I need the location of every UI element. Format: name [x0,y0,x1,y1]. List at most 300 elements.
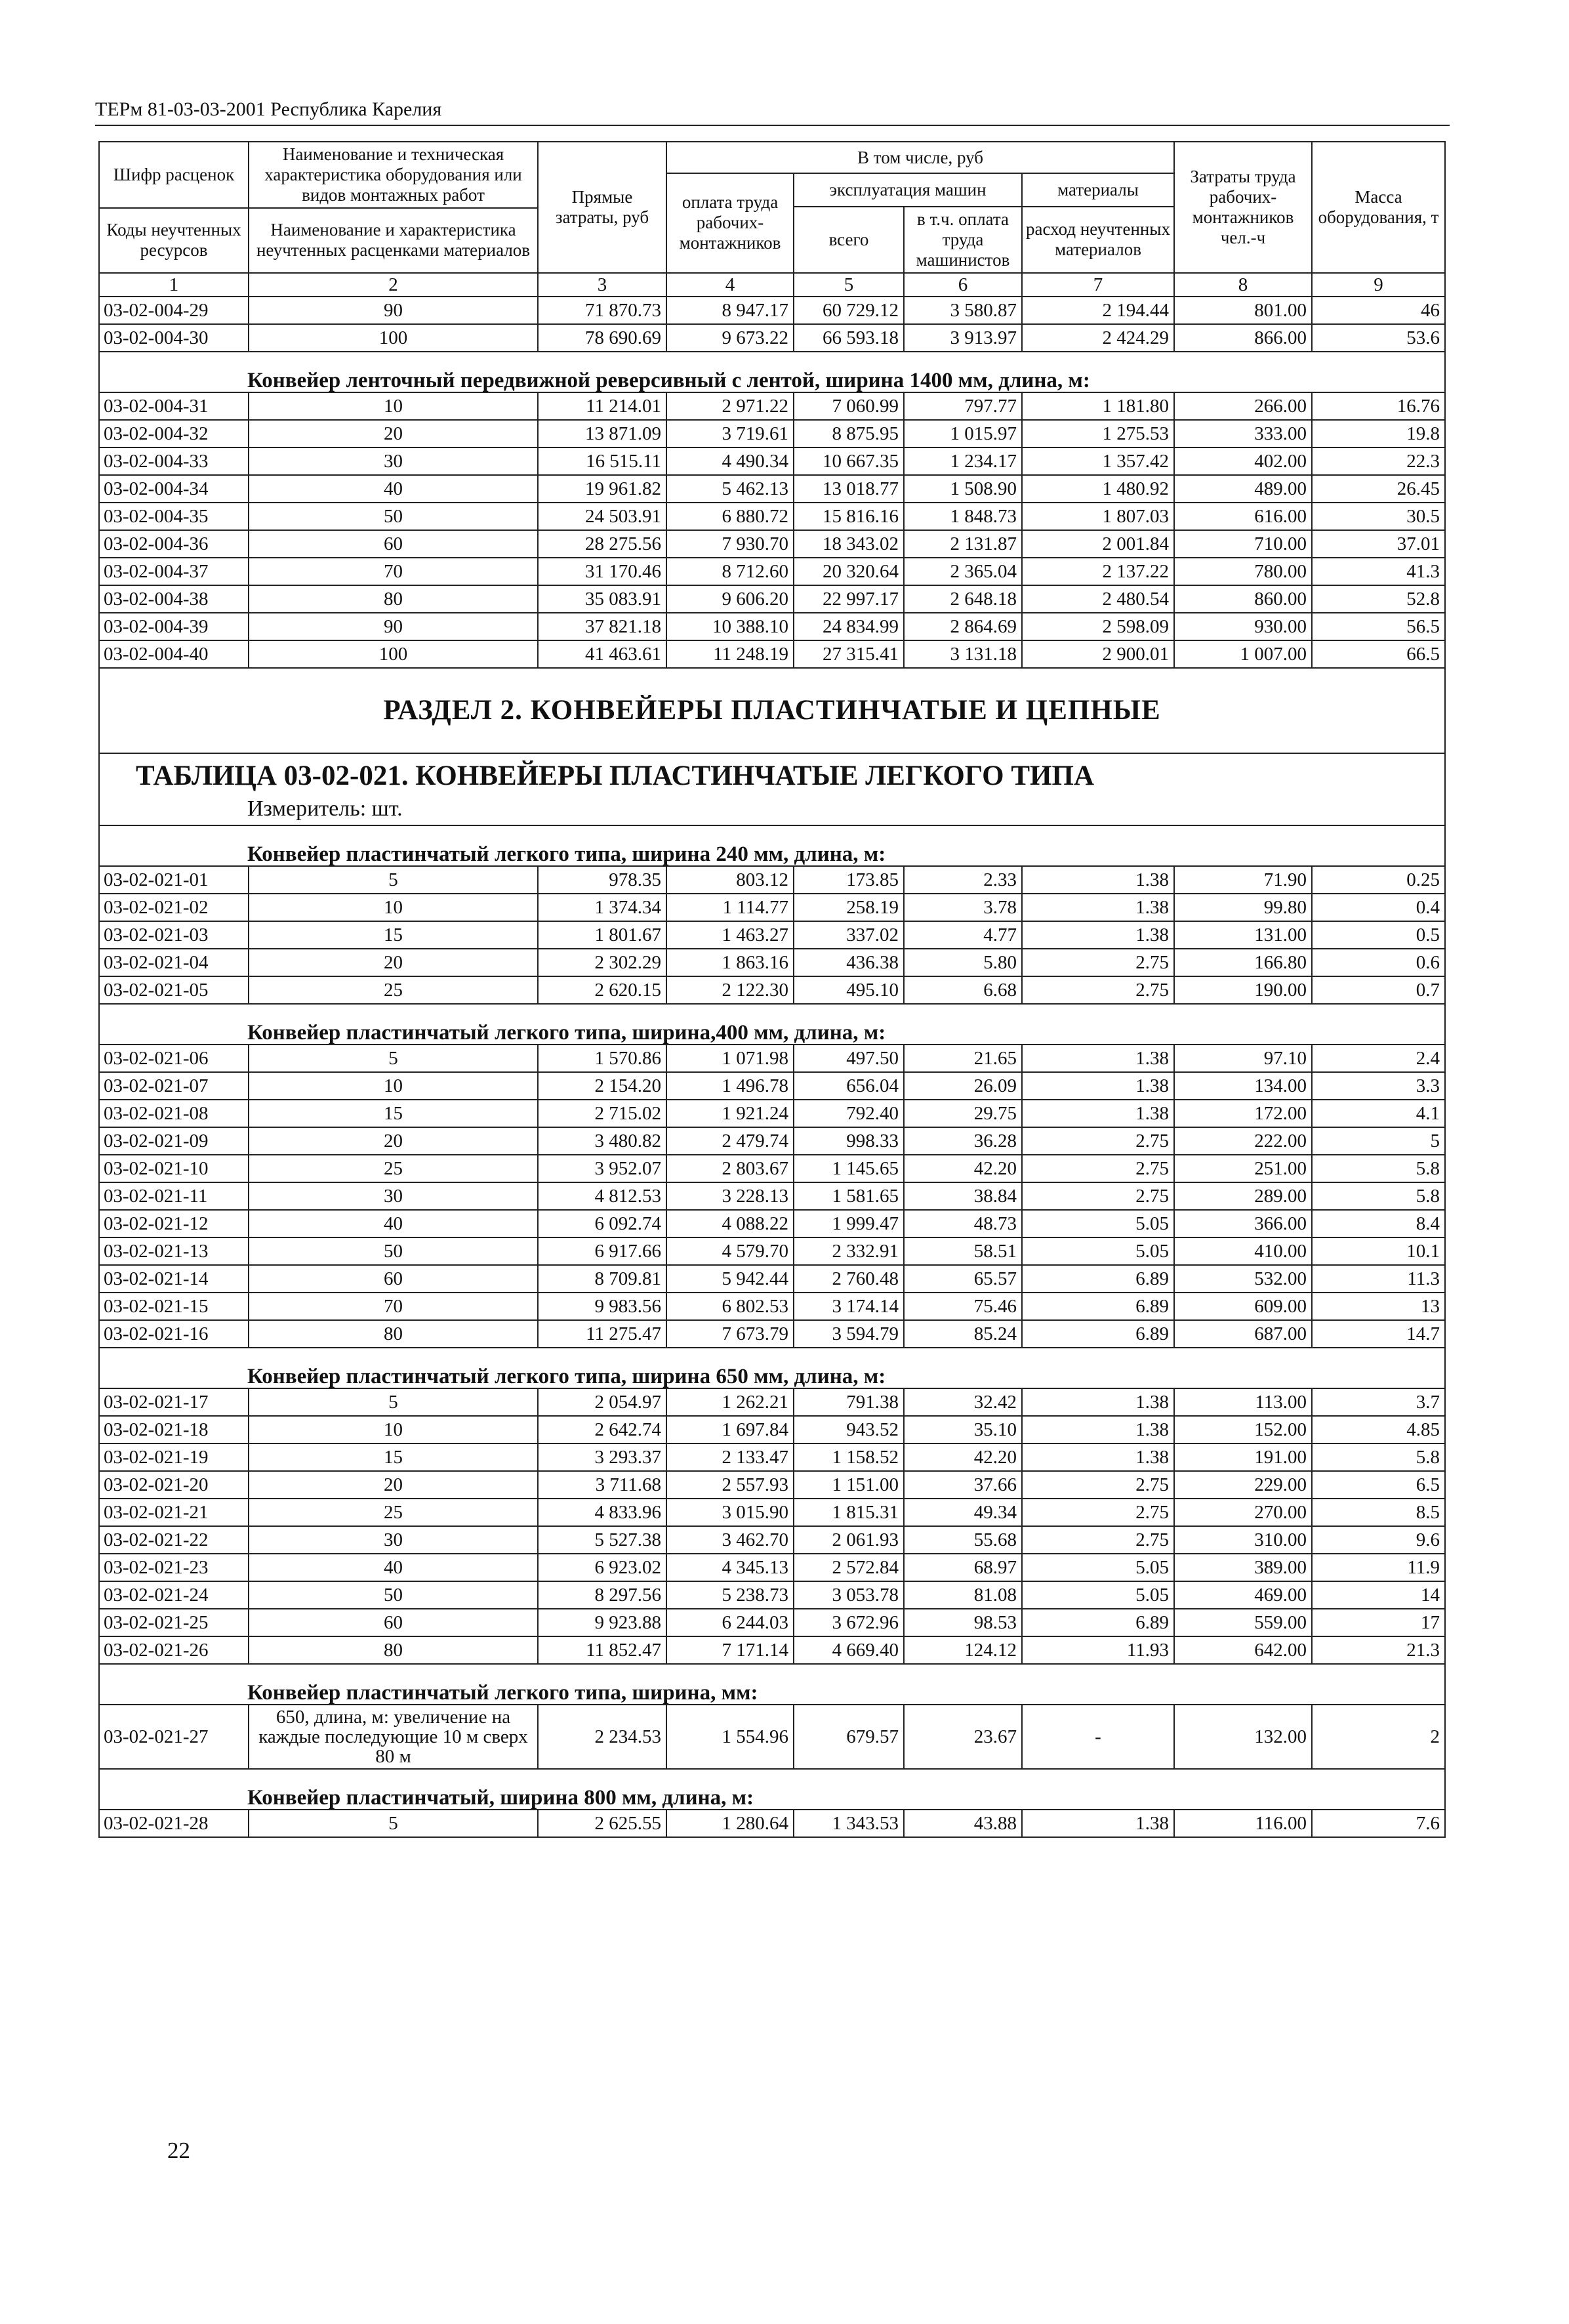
table-row [99,866,1445,894]
rate-value: 75.46 [904,1293,1022,1320]
rate-value: 11 214.01 [538,392,666,420]
rate-value: 7 930.70 [666,530,794,558]
rate-code: 03-02-004-40 [99,640,249,668]
rate-value: 251.00 [1174,1155,1312,1182]
rate-value: 8 297.56 [538,1581,666,1609]
rate-value: 0.5 [1312,921,1445,949]
rate-value: 0.7 [1312,976,1445,1004]
table-row [99,324,1445,352]
rate-value: 5.8 [1312,1443,1445,1471]
rate-value: 2 194.44 [1022,297,1174,324]
rate-value: 2.75 [1022,976,1174,1004]
group-title-row [99,1664,1445,1705]
header-machines-total: всего [794,207,904,273]
rate-value: 1 807.03 [1022,503,1174,530]
rate-value: 642.00 [1174,1636,1312,1664]
rate-parameter: 25 [249,976,538,1004]
rate-code: 03-02-021-10 [99,1155,249,1182]
rate-value: 85.24 [904,1320,1022,1348]
rate-value: 3 952.07 [538,1155,666,1182]
rate-parameter: 80 [249,585,538,613]
rate-value: 78 690.69 [538,324,666,352]
rate-value: 8 712.60 [666,558,794,585]
column-number: 7 [1022,273,1174,297]
rate-parameter: 10 [249,894,538,921]
rate-value: 21.65 [904,1045,1022,1072]
rate-value: 2 133.47 [666,1443,794,1471]
rate-value: 6.89 [1022,1265,1174,1293]
rate-parameter: 80 [249,1320,538,1348]
rate-value: 1 554.96 [666,1705,794,1769]
rate-value: 5.8 [1312,1155,1445,1182]
rate-value: 99.80 [1174,894,1312,921]
rate-value: 27 315.41 [794,640,904,668]
rate-value: 4 833.96 [538,1499,666,1526]
column-number: 3 [538,273,666,297]
rate-value: 20 320.64 [794,558,904,585]
rate-value: 1.38 [1022,921,1174,949]
rate-value: 30.5 [1312,503,1445,530]
rate-code: 03-02-004-33 [99,447,249,475]
rate-code: 03-02-021-04 [99,949,249,976]
rate-value: 9 923.88 [538,1609,666,1636]
rate-value: 36.28 [904,1127,1022,1155]
column-numbers-row [99,273,1445,297]
rate-value: 3 580.87 [904,297,1022,324]
table-row [99,1100,1445,1127]
rate-value: 15 816.16 [794,503,904,530]
rate-code: 03-02-021-18 [99,1416,249,1443]
rate-parameter: 25 [249,1155,538,1182]
header-machines-labor: в т.ч. оплата труда машинистов [904,207,1022,273]
table-row [99,1293,1445,1320]
rate-value: 81.08 [904,1581,1022,1609]
rate-value: 532.00 [1174,1265,1312,1293]
rate-value: 1 262.21 [666,1388,794,1416]
rate-parameter: 5 [249,866,538,894]
rate-value: 10.1 [1312,1237,1445,1265]
table-row [99,1320,1445,1348]
rate-value: 1 343.53 [794,1810,904,1837]
rate-value: 26.09 [904,1072,1022,1100]
rate-value: 4 812.53 [538,1182,666,1210]
rate-value: 5.05 [1022,1554,1174,1581]
rate-value: 13 [1312,1293,1445,1320]
rate-value: 2 642.74 [538,1416,666,1443]
table-title: ТАБЛИЦА 03-02-021. КОНВЕЙЕРЫ ПЛАСТИНЧАТЫЕ ЛЕГКОГО ТИПА [99,753,1445,793]
rate-value: 1 357.42 [1022,447,1174,475]
rate-value: 930.00 [1174,613,1312,640]
table-row [99,1581,1445,1609]
rate-code: 03-02-021-01 [99,866,249,894]
rate-value: 609.00 [1174,1293,1312,1320]
rate-value: 10 388.10 [666,613,794,640]
table-row [99,949,1445,976]
rate-parameter: 10 [249,392,538,420]
rate-value: 410.00 [1174,1237,1312,1265]
table-row [99,392,1445,420]
rate-value: 49.34 [904,1499,1022,1526]
rate-value: 860.00 [1174,585,1312,613]
rate-code: 03-02-021-21 [99,1499,249,1526]
rate-value: 337.02 [794,921,904,949]
group-title-row [99,1004,1445,1045]
rate-value: 2.33 [904,866,1022,894]
table-row [99,640,1445,668]
rate-value: 791.38 [794,1388,904,1416]
rate-parameter: 20 [249,420,538,447]
rate-parameter: 70 [249,558,538,585]
rate-value: 1 275.53 [1022,420,1174,447]
rate-code: 03-02-021-26 [99,1636,249,1664]
rate-value: 0.6 [1312,949,1445,976]
rate-value: 37.01 [1312,530,1445,558]
rate-value: 1.38 [1022,1810,1174,1837]
rate-value: 42.20 [904,1155,1022,1182]
group-title: Конвейер пластинчатый легкого типа, ширина 650 мм, длина, м: [99,1348,1445,1388]
table-title-row [99,753,1445,793]
rate-value: 24 834.99 [794,613,904,640]
rate-parameter: 90 [249,297,538,324]
rate-parameter: 5 [249,1388,538,1416]
rate-value: 52.8 [1312,585,1445,613]
rate-value: 1 280.64 [666,1810,794,1837]
rate-value: 60 729.12 [794,297,904,324]
running-header: ТЕРм 81-03-03-2001 Республика Карелия [95,98,442,120]
rate-value: 41.3 [1312,558,1445,585]
measure-unit: Измеритель: шт. [99,793,1445,825]
rate-parameter: 30 [249,447,538,475]
rate-value: 5 527.38 [538,1526,666,1554]
table-row [99,1388,1445,1416]
group-title-row [99,1348,1445,1388]
rate-value: 2 971.22 [666,392,794,420]
rate-value: 8 947.17 [666,297,794,324]
table-row [99,1554,1445,1581]
rate-value: 495.10 [794,976,904,1004]
rate-value: 1 158.52 [794,1443,904,1471]
rate-value: 16 515.11 [538,447,666,475]
rate-value: 131.00 [1174,921,1312,949]
rate-value: 1.38 [1022,1388,1174,1416]
rate-value: 489.00 [1174,475,1312,503]
rate-value: 5 238.73 [666,1581,794,1609]
rate-value: 97.10 [1174,1045,1312,1072]
rate-value: 978.35 [538,866,666,894]
rate-parameter: 100 [249,640,538,668]
rate-value: 3 053.78 [794,1581,904,1609]
rate-parameter: 10 [249,1416,538,1443]
rate-value: 998.33 [794,1127,904,1155]
rate-value: 1.38 [1022,1100,1174,1127]
rate-value: 270.00 [1174,1499,1312,1526]
rate-code: 03-02-021-09 [99,1127,249,1155]
rate-value: 18 343.02 [794,530,904,558]
rate-value: 2 557.93 [666,1471,794,1499]
rate-value: 35 083.91 [538,585,666,613]
rate-value: 6 802.53 [666,1293,794,1320]
column-number: 2 [249,273,538,297]
rate-value: 5 942.44 [666,1265,794,1293]
rate-code: 03-02-021-22 [99,1526,249,1554]
group-title: Конвейер пластинчатый, ширина 800 мм, длина, м: [99,1769,1445,1810]
rate-value: 7 673.79 [666,1320,794,1348]
rate-value: 1.38 [1022,1045,1174,1072]
table-row [99,1526,1445,1554]
rate-value: 2 803.67 [666,1155,794,1182]
rate-code: 03-02-004-35 [99,503,249,530]
rate-value: 389.00 [1174,1554,1312,1581]
header-labor-costs: Затраты труда рабочих-монтажников чел.-ч [1174,142,1312,273]
header-name-work: Наименование и техническая характеристика оборудования или видов монтажных работ [249,142,538,208]
table-row [99,1416,1445,1443]
rate-value: 4.77 [904,921,1022,949]
rate-value: 9.6 [1312,1526,1445,1554]
rate-value: 2 572.84 [794,1554,904,1581]
rate-value: 28 275.56 [538,530,666,558]
rate-value: 11 852.47 [538,1636,666,1664]
rate-value: 2 154.20 [538,1072,666,1100]
rate-value: 792.40 [794,1100,904,1127]
rate-value: 2 054.97 [538,1388,666,1416]
rate-value: 113.00 [1174,1388,1312,1416]
rate-value: 258.19 [794,894,904,921]
rate-value: 4 345.13 [666,1554,794,1581]
rate-value: 2 424.29 [1022,324,1174,352]
rate-value: 42.20 [904,1443,1022,1471]
rate-parameter: 20 [249,949,538,976]
rate-value: 2 137.22 [1022,558,1174,585]
rate-value: 38.84 [904,1182,1022,1210]
rate-parameter: 5 [249,1045,538,1072]
rate-parameter: 60 [249,1265,538,1293]
column-number: 4 [666,273,794,297]
rate-value: 5.05 [1022,1581,1174,1609]
rate-value: 22 997.17 [794,585,904,613]
rate-value: 3 293.37 [538,1443,666,1471]
rate-value: 190.00 [1174,976,1312,1004]
rate-value: 5.05 [1022,1210,1174,1237]
rate-value: 2 625.55 [538,1810,666,1837]
rate-value: 1.38 [1022,1072,1174,1100]
table-row [99,503,1445,530]
rate-value: 229.00 [1174,1471,1312,1499]
rate-code: 03-02-021-07 [99,1072,249,1100]
rate-value: 266.00 [1174,392,1312,420]
table-row [99,1210,1445,1237]
table-row [99,297,1445,324]
rate-value: 1 234.17 [904,447,1022,475]
rate-value: 1.38 [1022,1416,1174,1443]
group-title-row [99,825,1445,866]
rate-value: 1 815.31 [794,1499,904,1526]
rate-parameter: 650, длина, м: увеличение на каждые последующие 10 м сверх 80 м [249,1705,538,1769]
rate-value: 71.90 [1174,866,1312,894]
rate-parameter: 15 [249,921,538,949]
header-materials: материалы [1022,173,1174,207]
rate-value: 24 503.91 [538,503,666,530]
rate-code: 03-02-021-02 [99,894,249,921]
rate-value: 2 061.93 [794,1526,904,1554]
table-row [99,1127,1445,1155]
rate-value: 3.7 [1312,1388,1445,1416]
rate-value: 8.4 [1312,1210,1445,1237]
rate-code: 03-02-004-39 [99,613,249,640]
header-direct-costs: Прямые затраты, руб [538,142,666,273]
table-row [99,1155,1445,1182]
rate-value: 469.00 [1174,1581,1312,1609]
rate-value: 687.00 [1174,1320,1312,1348]
rate-value: 801.00 [1174,297,1312,324]
rate-value: 26.45 [1312,475,1445,503]
rate-value: 1 015.97 [904,420,1022,447]
column-number: 1 [99,273,249,297]
table-row [99,613,1445,640]
rate-value: 17 [1312,1609,1445,1636]
rate-value: 5 462.13 [666,475,794,503]
rate-value: 3 462.70 [666,1526,794,1554]
rate-value: 3 672.96 [794,1609,904,1636]
rate-code: 03-02-021-06 [99,1045,249,1072]
rate-parameter: 50 [249,503,538,530]
column-number: 9 [1312,273,1445,297]
rate-value: 116.00 [1174,1810,1312,1837]
rate-value: 43.88 [904,1810,1022,1837]
rate-value: 780.00 [1174,558,1312,585]
rates-table [98,141,1446,1838]
rate-value: 2 [1312,1705,1445,1769]
group-title-row [99,1769,1445,1810]
rate-value: 333.00 [1174,420,1312,447]
rate-value: 166.80 [1174,949,1312,976]
rate-value: 2.75 [1022,949,1174,976]
rate-value: 436.38 [794,949,904,976]
table-row [99,1471,1445,1499]
table-row [99,1810,1445,1837]
rate-value: 710.00 [1174,530,1312,558]
rate-value: 0.25 [1312,866,1445,894]
table-row [99,976,1445,1004]
section-title-row [99,668,1445,753]
column-number: 6 [904,273,1022,297]
rate-value: 21.3 [1312,1636,1445,1664]
rate-value: 191.00 [1174,1443,1312,1471]
rate-value: 22.3 [1312,447,1445,475]
rate-value: 2.75 [1022,1182,1174,1210]
rate-code: 03-02-021-03 [99,921,249,949]
rate-value: 1 480.92 [1022,475,1174,503]
rate-value: - [1022,1705,1174,1769]
rate-value: 13 871.09 [538,420,666,447]
rate-value: 497.50 [794,1045,904,1072]
rate-value: 6 092.74 [538,1210,666,1237]
rate-code: 03-02-021-08 [99,1100,249,1127]
rate-code: 03-02-004-29 [99,297,249,324]
rate-value: 56.5 [1312,613,1445,640]
rate-parameter: 60 [249,530,538,558]
rate-value: 2 480.54 [1022,585,1174,613]
rate-value: 1.38 [1022,866,1174,894]
page-number: 22 [167,2138,190,2163]
header-rule [95,125,1450,126]
rate-value: 1 181.80 [1022,392,1174,420]
rate-value: 9 673.22 [666,324,794,352]
rate-parameter: 100 [249,324,538,352]
rate-value: 9 983.56 [538,1293,666,1320]
rate-value: 172.00 [1174,1100,1312,1127]
rate-code: 03-02-021-19 [99,1443,249,1471]
rate-value: 58.51 [904,1237,1022,1265]
rate-parameter: 70 [249,1293,538,1320]
rate-value: 9 606.20 [666,585,794,613]
rate-parameter: 15 [249,1443,538,1471]
rate-value: 1 508.90 [904,475,1022,503]
rate-parameter: 10 [249,1072,538,1100]
section-title: РАЗДЕЛ 2. КОНВЕЙЕРЫ ПЛАСТИНЧАТЫЕ И ЦЕПНЫЕ [99,668,1445,753]
rate-value: 2.75 [1022,1499,1174,1526]
rate-parameter: 50 [249,1581,538,1609]
rate-value: 6 880.72 [666,503,794,530]
header-equipment-mass: Масса оборудования, т [1312,142,1445,273]
rate-parameter: 40 [249,1554,538,1581]
table-row [99,558,1445,585]
rate-code: 03-02-004-32 [99,420,249,447]
rate-value: 65.57 [904,1265,1022,1293]
rate-value: 6 244.03 [666,1609,794,1636]
group-title: Конвейер пластинчатый легкого типа, ширина, мм: [99,1664,1445,1705]
rate-code: 03-02-021-15 [99,1293,249,1320]
rate-code: 03-02-021-14 [99,1265,249,1293]
rate-value: 8 875.95 [794,420,904,447]
rate-value: 13 018.77 [794,475,904,503]
rate-value: 656.04 [794,1072,904,1100]
rate-value: 1.38 [1022,894,1174,921]
rate-code: 03-02-021-12 [99,1210,249,1237]
rate-value: 29.75 [904,1100,1022,1127]
group-title: Конвейер ленточный передвижной реверсивный с лентой, ширина 1400 мм, длина, м: [99,352,1445,392]
header-labor-pay: оплата труда рабочих-монтажников [666,173,794,273]
rate-value: 173.85 [794,866,904,894]
rate-parameter: 20 [249,1127,538,1155]
rate-code: 03-02-021-23 [99,1554,249,1581]
rate-value: 402.00 [1174,447,1312,475]
rate-value: 310.00 [1174,1526,1312,1554]
rate-value: 0.4 [1312,894,1445,921]
rate-value: 3 015.90 [666,1499,794,1526]
rate-value: 4 490.34 [666,447,794,475]
rate-value: 866.00 [1174,324,1312,352]
rate-value: 41 463.61 [538,640,666,668]
rate-value: 1 801.67 [538,921,666,949]
rate-value: 14 [1312,1581,1445,1609]
rate-value: 2 598.09 [1022,613,1174,640]
rate-value: 6 917.66 [538,1237,666,1265]
table-body [99,273,1445,1837]
table-row [99,1499,1445,1526]
rate-value: 31 170.46 [538,558,666,585]
rate-code: 03-02-021-24 [99,1581,249,1609]
rate-value: 803.12 [666,866,794,894]
rate-value: 7 060.99 [794,392,904,420]
rate-value: 943.52 [794,1416,904,1443]
rate-value: 124.12 [904,1636,1022,1664]
rate-code: 03-02-021-25 [99,1609,249,1636]
rate-parameter: 40 [249,475,538,503]
rate-value: 1 697.84 [666,1416,794,1443]
rate-code: 03-02-021-11 [99,1182,249,1210]
rate-value: 5.8 [1312,1182,1445,1210]
header-including: В том числе, руб [666,142,1174,173]
